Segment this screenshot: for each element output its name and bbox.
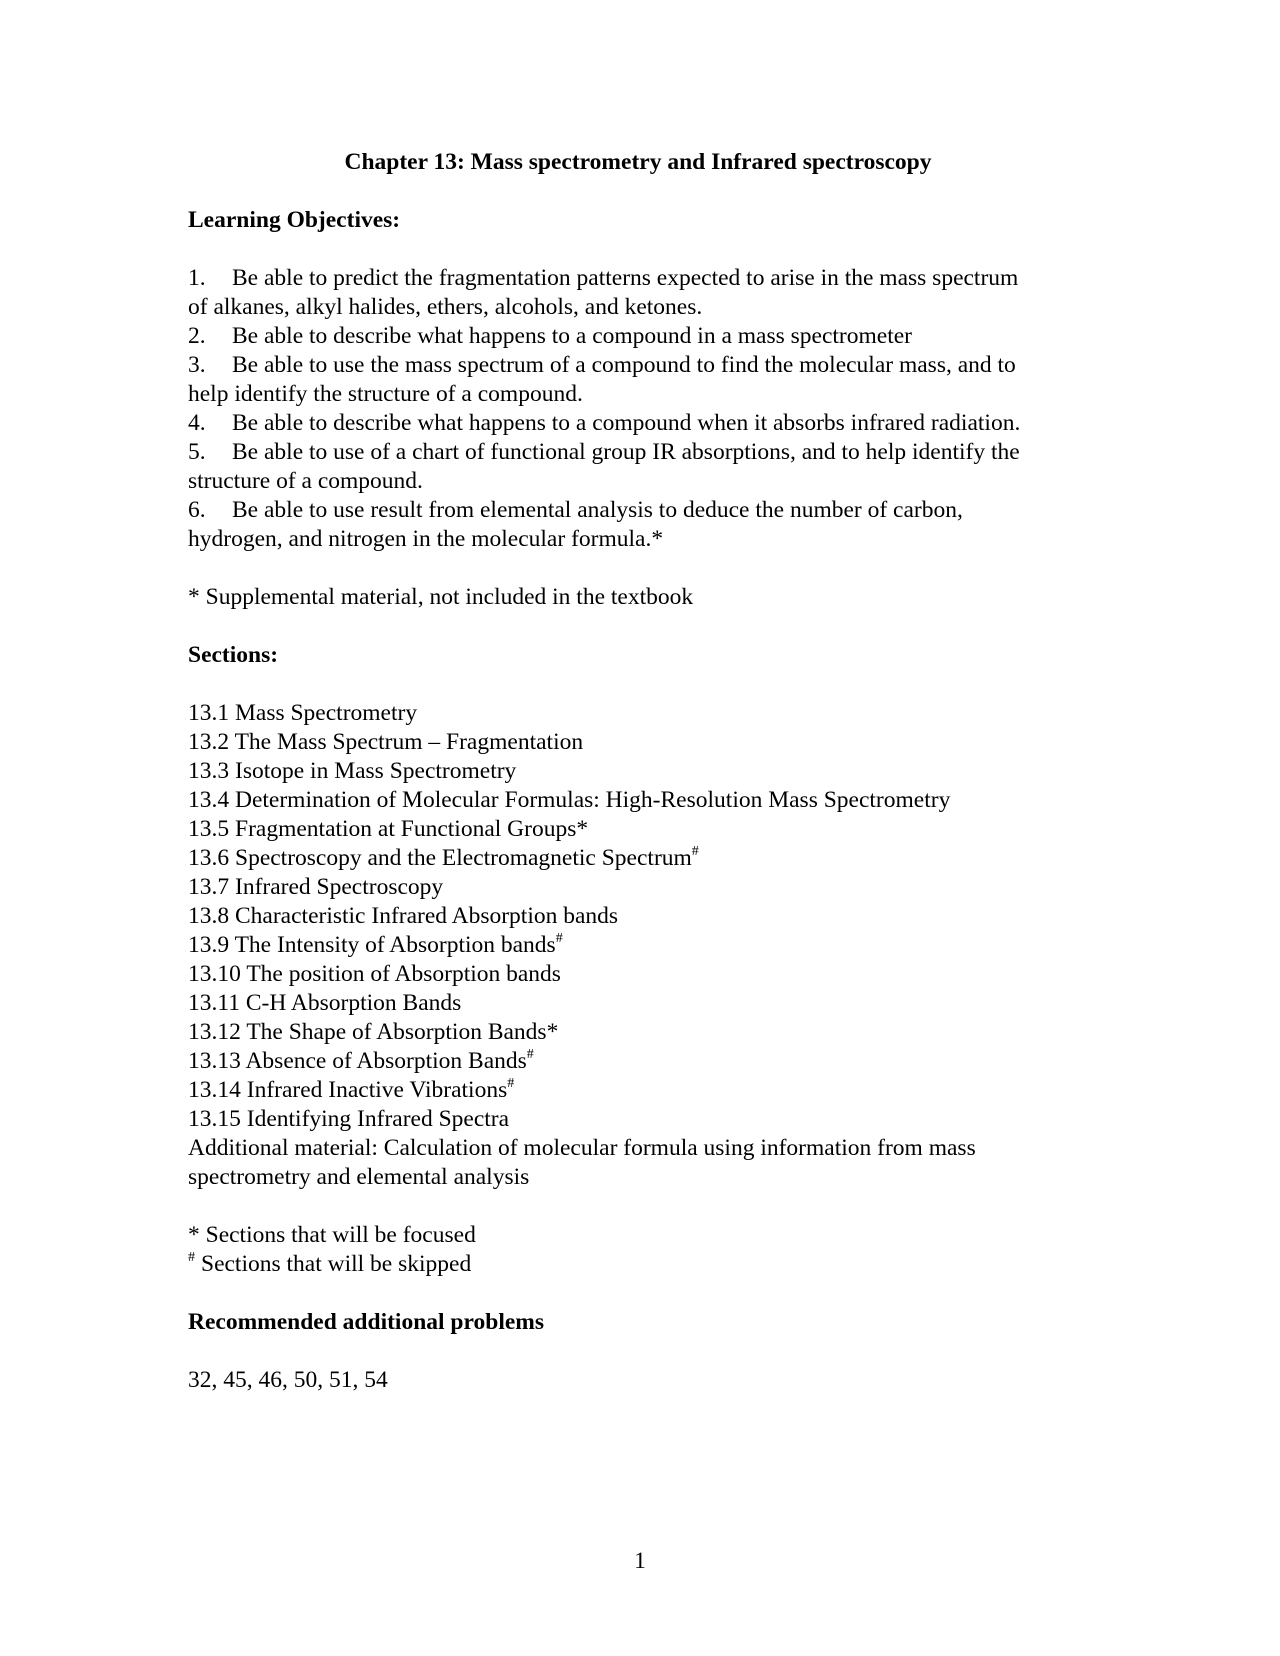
section-item [188,1047,1088,1076]
section-item [188,931,1088,960]
section-item [188,902,1088,931]
objective-number: 1. [188,265,206,291]
section-text: 13.4 Determination of Molecular Formulas: High-Resolution Mass Spectrometry [188,787,951,813]
objective-item [188,264,1088,293]
objective-item [188,409,1088,438]
spacer [188,554,1088,583]
section-text: 13.2 The Mass Spectrum – Fragmentation [188,729,584,755]
section-item [188,873,1088,902]
section-item [188,786,1088,815]
objective-number: 6. [188,497,206,523]
spacer [188,1279,1088,1308]
objective-continuation: structure of a compound. [188,468,423,494]
additional-material: Additional material: Calculation of molecular formula using information from mass [188,1135,976,1161]
section-text: 13.12 The Shape of Absorption Bands* [188,1019,559,1045]
problems-heading: Recommended additional problems [188,1309,544,1335]
section-text: 13.9 The Intensity of Absorption bands [188,932,556,958]
spacer [188,612,1088,641]
objective-item [188,322,1088,351]
page-number: 1 [634,1548,646,1574]
objective-continuation: of alkanes, alkyl halides, ethers, alcohols, and ketones. [188,294,703,320]
spacer [188,1192,1088,1221]
section-item [188,1105,1088,1134]
objective-text: Be able to predict the fragmentation patterns expected to arise in the mass spectrum [232,265,1019,291]
section-text: 13.6 Spectroscopy and the Electromagnetic Spectrum [188,845,692,871]
objective-text: Be able to describe what happens to a compound in a mass spectrometer [232,323,912,349]
section-text: 13.8 Characteristic Infrared Absorption bands [188,903,619,929]
objectives-footnote: * Supplemental material, not included in the textbook [188,584,694,610]
skipped-mark: # [691,844,699,859]
objective-item [188,438,1088,467]
section-item [188,1076,1088,1105]
page-content [188,148,1088,1395]
objective-text: Be able to use result from elemental analysis to deduce the number of carbon, [232,497,963,523]
section-item [188,960,1088,989]
skipped-mark: # [188,1250,195,1265]
note-focused: * Sections that will be focused [188,1222,476,1248]
objectives-heading: Learning Objectives: [188,207,401,233]
section-text: 13.7 Infrared Spectroscopy [188,874,444,900]
section-text: 13.15 Identifying Infrared Spectra [188,1106,510,1132]
section-text: 13.14 Infrared Inactive Vibrations [188,1077,508,1103]
objective-text: Be able to describe what happens to a compound when it absorbs infrared radiation. [232,410,1021,436]
section-text: 13.10 The position of Absorption bands [188,961,561,987]
objective-continuation: help identify the structure of a compound. [188,381,583,407]
problems-list: 32, 45, 46, 50, 51, 54 [188,1367,388,1393]
skipped-mark: # [526,1047,534,1062]
section-item [188,728,1088,757]
section-item [188,757,1088,786]
section-text: 13.5 Fragmentation at Functional Groups* [188,816,589,842]
objective-number: 5. [188,439,206,465]
objective-item [188,351,1088,380]
objective-number: 4. [188,410,206,436]
chapter-title: Chapter 13: Mass spectrometry and Infrared spectroscopy [344,149,932,175]
objective-number: 3. [188,352,206,378]
note-skipped [188,1250,1088,1279]
section-text: 13.1 Mass Spectrometry [188,700,418,726]
note-skipped-text: Sections that will be skipped [201,1251,472,1277]
sections-heading: Sections: [188,642,279,668]
sections-list [188,699,1088,1192]
section-text: 13.3 Isotope in Mass Spectrometry [188,758,517,784]
objective-text: Be able to use the mass spectrum of a compound to find the molecular mass, and to [232,352,1016,378]
skipped-mark: # [507,1076,515,1091]
skipped-mark: # [555,931,563,946]
section-item [188,989,1088,1018]
section-item [188,844,1088,873]
objective-number: 2. [188,323,206,349]
section-text: 13.13 Absence of Absorption Bands [188,1048,527,1074]
objectives-list [188,264,1088,554]
objective-item [188,496,1088,525]
section-item [188,699,1088,728]
additional-material-continuation: spectrometry and elemental analysis [188,1164,530,1190]
objective-text: Be able to use of a chart of functional group IR absorptions, and to help identify the [232,439,1020,465]
section-text: 13.11 C-H Absorption Bands [188,990,462,1016]
objective-continuation: hydrogen, and nitrogen in the molecular formula.* [188,526,664,552]
section-item [188,815,1088,844]
section-item [188,1018,1088,1047]
